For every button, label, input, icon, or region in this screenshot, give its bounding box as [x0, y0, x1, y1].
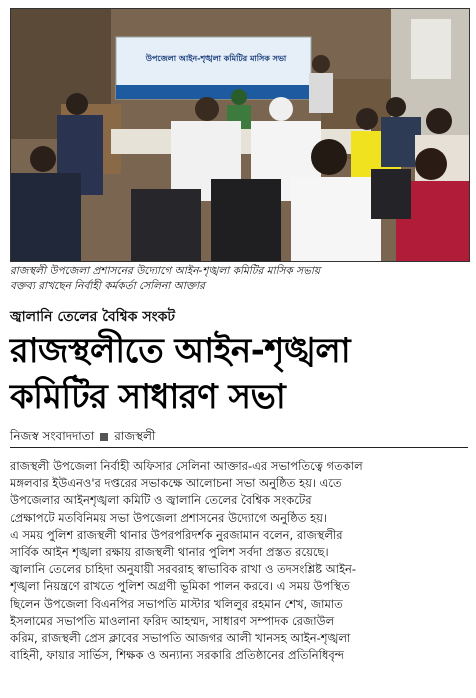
meeting-photo-illustration — [11, 9, 469, 261]
meeting-photo — [10, 8, 470, 262]
body-line: এ সময় পুলিশ রাজস্থলী থানার উপরপরিদর্শক নুরজামান বলেন, রাজস্থলীর — [10, 527, 343, 542]
body-line: মঙ্গলবার ইউএনও'র দপ্তরের সভাকক্ষে আলোচনা সভা অনুষ্ঠিত হয়। এতে — [10, 476, 342, 491]
photo-banner-text: উপজেলা আইন-শৃঙ্খলা কমিটির মাসিক সভা — [145, 54, 287, 63]
body-line: উপজেলার আইনশৃঙ্খলা কমিটি ও জ্বালানি তেলের বৈশ্বিক সংকটের — [10, 493, 312, 508]
body-line: রাজস্থলী উপজেলা নির্বাহী অফিসার সেলিনা আক্তার-এর সভাপতিত্বে গতকাল — [10, 459, 363, 473]
divider — [10, 447, 468, 448]
body-line: জ্বালানি তেলের চাহিদা অনুযায়ী সরবরাহ স্বাভাবিক রাখা ও তদসংশ্লিষ্ট আইন- — [10, 562, 357, 577]
body-line: শৃঙ্খলা নিয়ন্ত্রণে রাখতে পুলিশ অগ্রণী ভূমিকা পালন করবে। এ সময় উপস্থিত — [10, 579, 350, 594]
caption-line-1: রাজস্থলী উপজেলা প্রশাসনের উদ্যোগে আইন-শৃঙ্খলা কমিটির মাসিক সভায় — [10, 265, 321, 277]
byline-author: নিজস্ব সংবাদদাতা — [10, 429, 95, 443]
article-body — [10, 458, 470, 664]
body-line: সার্বিক আইন শৃঙ্খলা রক্ষায় রাজস্থলী থানার পুলিশ সর্বদা প্রস্তত রয়েছে। — [10, 545, 329, 560]
square-bullet-icon — [100, 433, 108, 441]
body-line: করিম, রাজস্থলী প্রেস ক্লাবের সভাপতি আজগর আলী খানসহ আইন-শৃঙ্খলা — [10, 631, 351, 646]
body-line: ছিলেন উপজেলা বিএনপির সভাপতি মাস্টার খলিলুর রহমান শেখ, জামাত — [10, 596, 343, 611]
byline-place: রাজস্থলী — [114, 429, 156, 443]
headline-line-2: কমিটির সাধারণ সভা — [10, 377, 286, 417]
photo-caption — [10, 264, 468, 294]
kicker-subheading: জ্বালানি তেলের বৈশ্বিক সংকট — [10, 309, 176, 325]
body-line: প্রেক্ষাপটে মতবিনিময় সভা উপজেলা প্রশাসনের উদ্যোগে অনুষ্ঠিত হয়। — [10, 510, 328, 525]
body-line: বাহিনী, ফায়ার সার্ভিস, শিক্ষক ও অন্যান্য সরকারি প্রতিষ্ঠানের প্রতিনিধিবৃন্দ — [10, 648, 345, 663]
headline — [10, 328, 470, 420]
body-line: ইসলামের সভাপতি মাওলানা ফরিদ আহম্মদ, সাধারণ সম্পাদক রেজাউল — [10, 613, 335, 628]
headline-line-1: রাজস্থলীতে আইন-শৃঙ্খলা — [10, 331, 351, 371]
byline — [10, 428, 155, 448]
caption-line-2: বক্তব্য রাখছেন নির্বাহী কর্মকর্তা সেলিনা আক্তার — [10, 280, 205, 292]
